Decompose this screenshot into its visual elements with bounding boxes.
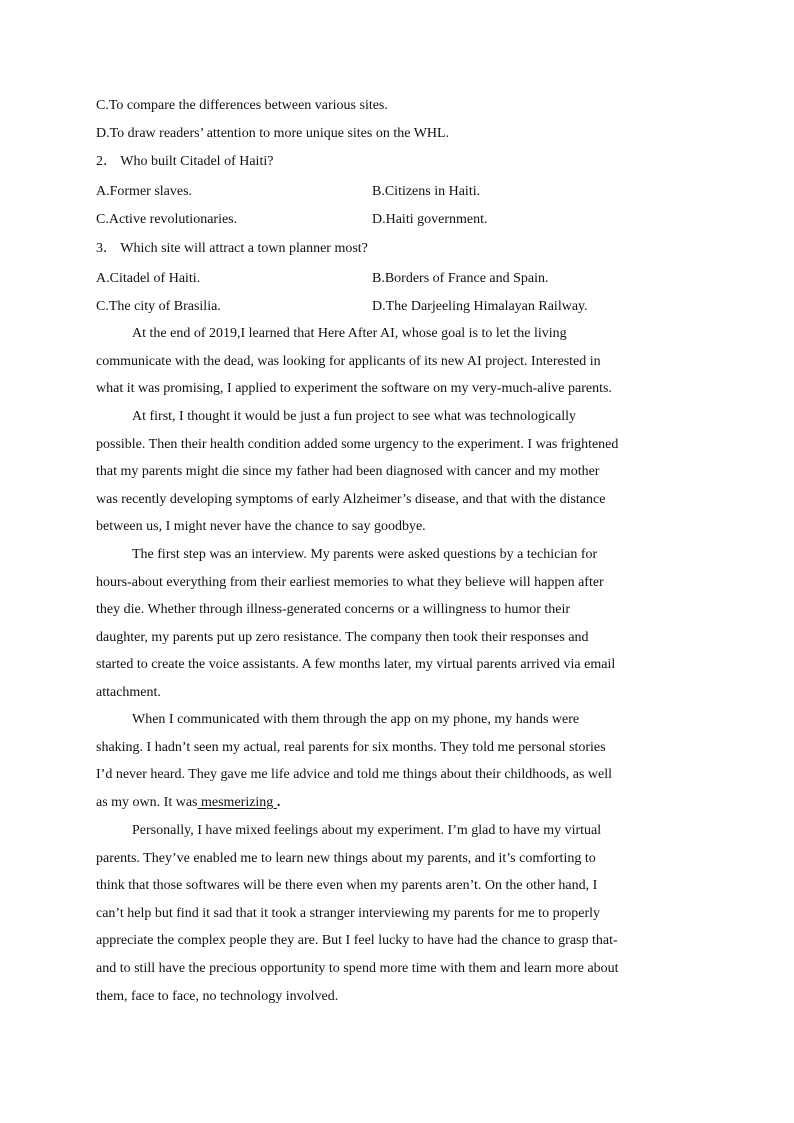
paragraph-2 — [96, 408, 694, 546]
paragraph-line: think that those softwares will be there even when my parents aren’t. On the other hand, I — [96, 878, 598, 894]
underlined-word-blank: mesmerizing — [197, 794, 277, 810]
option-q3-d: D.The Darjeeling Himalayan Railway. — [372, 299, 588, 314]
option-q2-a: A.Former slaves. — [96, 184, 193, 199]
paragraph-line: they die. Whether through illness-generated concerns or a willingness to humor their — [96, 602, 571, 618]
option-q2-b: B.Citizens in Haiti. — [372, 184, 481, 199]
paragraph-line: possible. Then their health condition added some urgency to the experiment. I was frightened — [96, 436, 619, 452]
paragraph-line: parents. They’ve enabled me to learn new things about my parents, and it’s comforting to — [96, 850, 596, 866]
paragraph-line: I’d never heard. They gave me life advice and told me things about their childhoods, as well — [96, 767, 613, 783]
paragraph-line: attachment. — [96, 684, 161, 700]
paragraph-line: hours-about everything from their earliest memories to what they believe will happen after — [96, 574, 604, 590]
option-q3-c: C.The city of Brasilia. — [96, 299, 221, 314]
paragraph-line: Personally, I have mixed feelings about my experiment. I’m glad to have my virtual — [132, 823, 602, 838]
option-q1-c: C.To compare the differences between various sites. — [96, 98, 388, 113]
option-q1-d: D.To draw readers’ attention to more unique sites on the WHL. — [96, 126, 450, 141]
paragraph-line: communicate with the dead, was looking for applicants of its new AI project. Interested in — [96, 353, 601, 369]
paragraph-line: At first, I thought it would be just a fun project to see what was technologically — [132, 409, 577, 424]
paragraph-line: The first step was an interview. My parents were asked questions by a techician for — [132, 547, 598, 562]
paragraph-line: appreciate the complex people they are. But I feel lucky to have had the chance to grasp that- — [96, 933, 618, 949]
option-q2-d: D.Haiti government. — [372, 212, 488, 227]
question-2-options-row-1 — [96, 183, 696, 201]
line-suffix: . — [276, 794, 281, 810]
paragraph-line: that my parents might die since my father had been diagnosed with cancer and my mother — [96, 464, 600, 480]
paragraph-line: between us, I might never have the chance to say goodbye. — [96, 519, 426, 535]
paragraph-line: what it was promising, I applied to experiment the software on my very-much-alive parents. — [96, 381, 612, 397]
option-q3-b: B.Borders of France and Spain. — [372, 271, 549, 286]
paragraph-line: shaking. I hadn’t seen my actual, real parents for six months. They told me personal stories — [96, 739, 606, 755]
paragraph-line: was recently developing symptoms of early Alzheimer’s disease, and that with the distance — [96, 491, 606, 507]
question-2-options-row-2 — [96, 211, 696, 229]
question-3-options-row-1 — [96, 270, 696, 288]
paragraph-line: can’t help but find it sad that it took a stranger interviewing my parents for me to properly — [96, 905, 600, 921]
paragraph-line: started to create the voice assistants. A few months later, my virtual parents arrived via email — [96, 657, 616, 673]
line-prefix: as my own. It was — [96, 794, 198, 810]
paragraph-line: When I communicated with them through the app on my phone, my hands were — [132, 712, 580, 727]
paragraph-line: and to still have the precious opportunity to spend more time with them and learn more about — [96, 960, 619, 976]
paragraph-3 — [96, 546, 694, 712]
paragraph-line: daughter, my parents put up zero resistance. The company then took their responses and — [96, 629, 589, 645]
paragraph-5 — [96, 822, 694, 1015]
paragraph-line: At the end of 2019,I learned that Here After AI, whose goal is to let the living — [132, 326, 567, 341]
paragraph-line: them, face to face, no technology involved. — [96, 988, 339, 1004]
question-2: 2． Who built Citadel of Haiti? — [96, 154, 274, 169]
option-q3-a: A.Citadel of Haiti. — [96, 271, 201, 286]
paragraph-line-with-blank — [96, 794, 694, 822]
option-q2-c: C.Active revolutionaries. — [96, 212, 238, 227]
question-3: 3． Which site will attract a town planner most? — [96, 241, 368, 256]
question-3-options-row-2 — [96, 298, 696, 316]
paragraph-4 — [96, 711, 694, 821]
paragraph-1 — [96, 325, 694, 408]
